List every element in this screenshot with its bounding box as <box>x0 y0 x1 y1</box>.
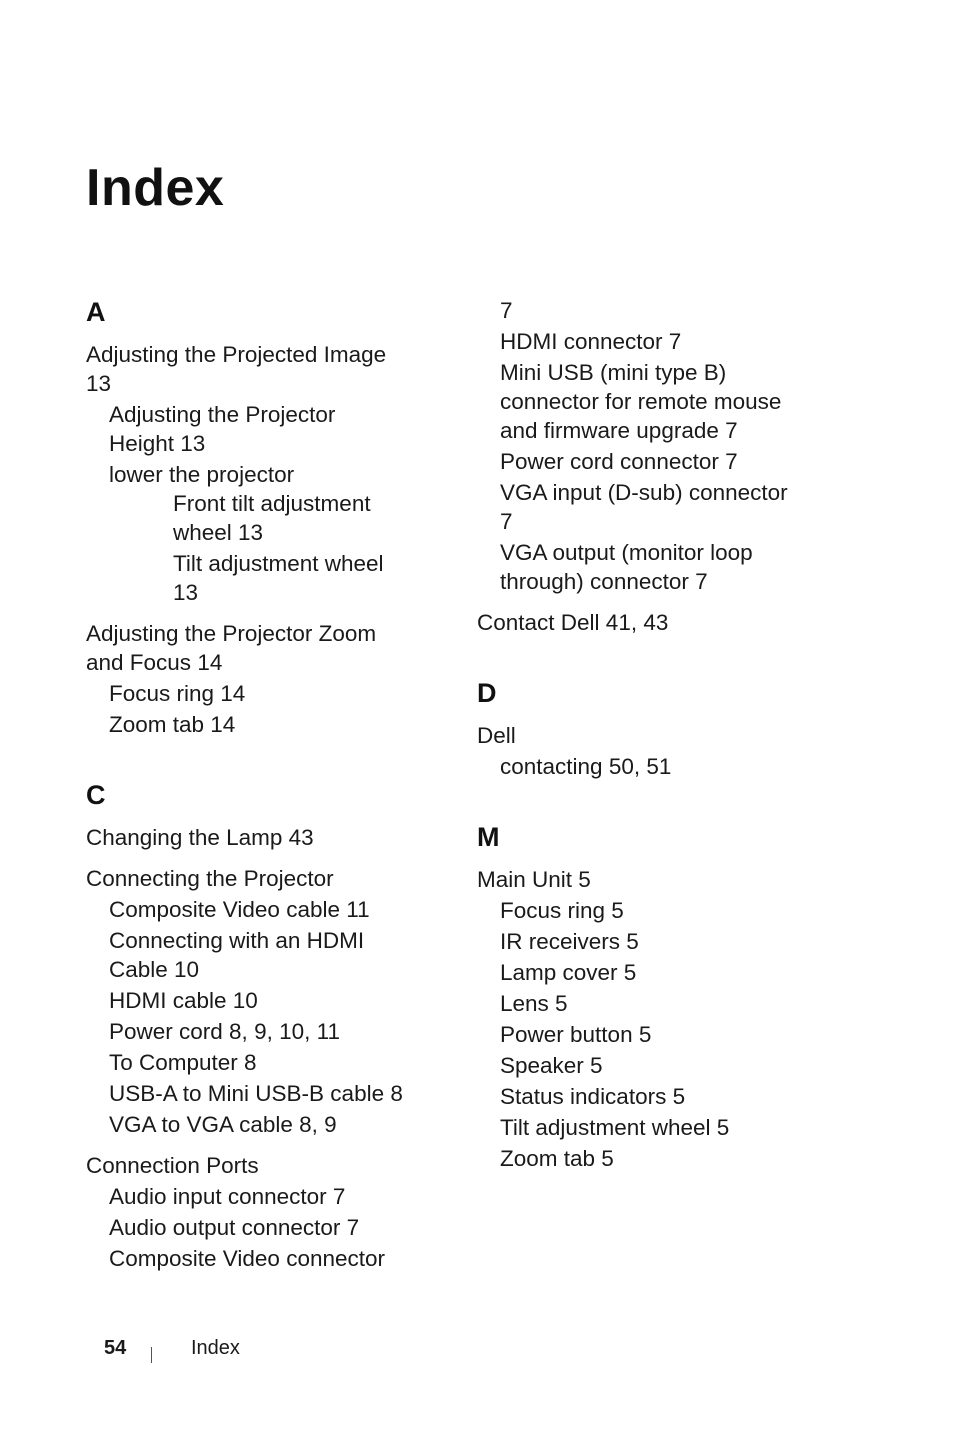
index-entry <box>477 608 837 637</box>
subentry-text: IR receivers 5 <box>500 929 639 954</box>
subentry-text: Power cord connector 7 <box>500 449 738 474</box>
subsubentry-text: Front tilt adjustment <box>173 491 371 516</box>
subentry-text: Audio input connector 7 <box>109 1184 346 1209</box>
index-section-c <box>86 779 446 1273</box>
subentry-text: connector for remote mouse <box>500 389 782 414</box>
footer-section-label: Index <box>191 1337 240 1359</box>
section-letter: M <box>477 822 500 852</box>
subentry-text: Lens 5 <box>500 991 568 1016</box>
index-column-left <box>86 296 446 1307</box>
subentry-text: Zoom tab 14 <box>109 712 236 737</box>
index-section-a <box>86 296 446 739</box>
index-section-d <box>477 677 837 781</box>
subentry-text: Focus ring 5 <box>500 898 624 923</box>
section-letter: C <box>86 780 106 810</box>
entry-text: Dell <box>477 723 516 748</box>
subsubentry-text: wheel 13 <box>173 520 264 545</box>
page-title: Index <box>86 159 225 217</box>
subentry-text: Height 13 <box>109 431 206 456</box>
subentry-text: VGA to VGA cable 8, 9 <box>109 1112 337 1137</box>
entry-text: Contact Dell 41, 43 <box>477 610 669 635</box>
entry-text: Changing the Lamp 43 <box>86 825 314 850</box>
entry-text: Adjusting the Projected Image <box>86 342 387 367</box>
index-entry <box>477 721 837 781</box>
entry-text: 13 <box>86 371 112 396</box>
subentry-text: Audio output connector 7 <box>109 1215 360 1240</box>
index-entry <box>477 865 837 1173</box>
subentry-text: Connecting with an HDMI <box>109 928 365 953</box>
subentry-text: contacting 50, 51 <box>500 754 672 779</box>
subentry-text: 7 <box>500 509 513 534</box>
subentry-text: To Computer 8 <box>109 1050 257 1075</box>
subentry-text: HDMI cable 10 <box>109 988 258 1013</box>
subentry-text: 7 <box>500 298 513 323</box>
subentry-text: HDMI connector 7 <box>500 329 682 354</box>
entry-text: Connection Ports <box>86 1153 259 1178</box>
index-entry <box>86 864 446 1139</box>
index-section-m <box>477 821 837 1173</box>
index-entry <box>86 823 446 852</box>
index-entry <box>86 619 446 739</box>
footer-divider <box>151 1347 152 1363</box>
subentry-text: Status indicators 5 <box>500 1084 686 1109</box>
entry-text: Connecting the Projector <box>86 866 334 891</box>
subentry-text: Mini USB (mini type B) <box>500 360 727 385</box>
subentry-text: Cable 10 <box>109 957 200 982</box>
subentry-text: Speaker 5 <box>500 1053 603 1078</box>
index-entry <box>86 1151 446 1273</box>
subentry-text: through) connector 7 <box>500 569 708 594</box>
subentry-text: Lamp cover 5 <box>500 960 637 985</box>
section-letter: A <box>86 297 106 327</box>
subentry-text: Adjusting the Projector <box>109 402 336 427</box>
index-entry-continued <box>477 296 837 596</box>
subentry-text: and firmware upgrade 7 <box>500 418 738 443</box>
subentry-text: Composite Video cable 11 <box>109 897 370 922</box>
subsubentry-text: 13 <box>173 580 199 605</box>
entry-text: Adjusting the Projector Zoom <box>86 621 377 646</box>
subentry-text: Power button 5 <box>500 1022 652 1047</box>
index-column-right <box>477 296 837 1207</box>
page-number: 54 <box>104 1337 127 1359</box>
section-letter: D <box>477 678 497 708</box>
subentry-text: Tilt adjustment wheel 5 <box>500 1115 730 1140</box>
subentry-text: lower the projector <box>109 462 295 487</box>
entry-text: Main Unit 5 <box>477 867 591 892</box>
index-entry <box>86 340 446 607</box>
subentry-text: Focus ring 14 <box>109 681 246 706</box>
entry-text: and Focus 14 <box>86 650 223 675</box>
subentry-text: Zoom tab 5 <box>500 1146 614 1171</box>
subentry-text: USB-A to Mini USB-B cable 8 <box>109 1081 403 1106</box>
subsubentry-text: Tilt adjustment wheel <box>173 551 384 576</box>
subentry-text: VGA output (monitor loop <box>500 540 753 565</box>
subentry-text: Power cord 8, 9, 10, 11 <box>109 1019 340 1044</box>
subentry-text: VGA input (D-sub) connector <box>500 480 788 505</box>
subentry-text: Composite Video connector <box>109 1246 385 1271</box>
